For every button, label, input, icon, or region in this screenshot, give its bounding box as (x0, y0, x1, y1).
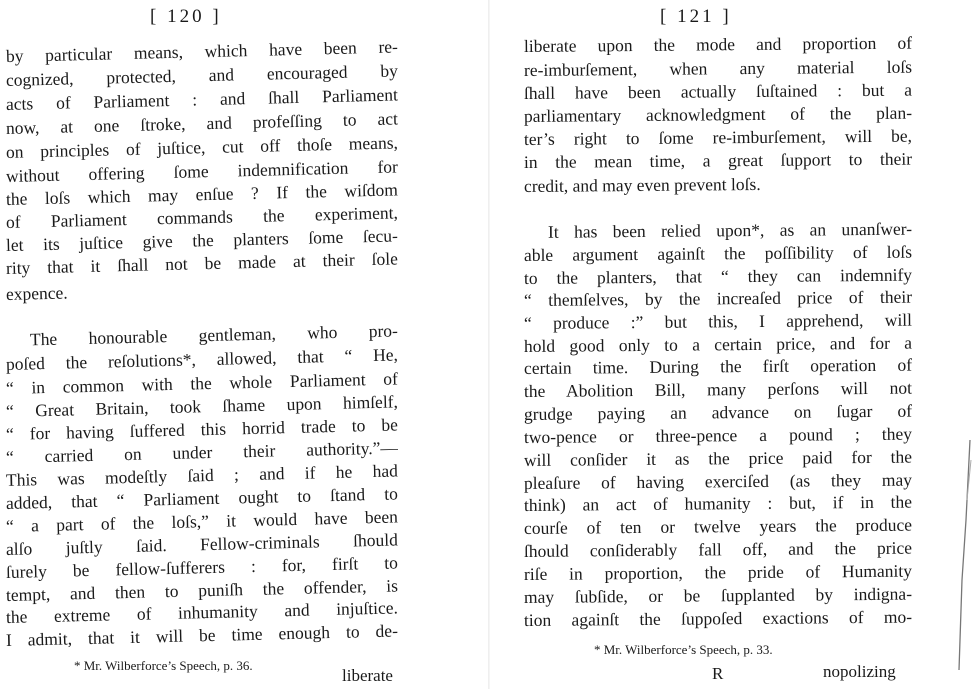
catchword: liberate (342, 666, 393, 685)
text-line: “ for having ſuffered this horrid trade to be (5, 414, 399, 444)
text-line: grudge paying an advance on ſugar of (523, 400, 913, 424)
catchword: nopolizing (823, 662, 896, 681)
text-line: in the mean time, a great ſupport to their (523, 148, 913, 172)
text-line: “ a part of the loſs,” it would have been (5, 506, 399, 536)
text-line: re-imburſement, when any material loſs (523, 56, 913, 80)
text-line: the Abolition Bill, many perſons will not (523, 377, 913, 401)
text-line: pleaſure of having exerciſed (as they may (523, 469, 913, 493)
text-line: two-pence or three-pence a pound ; they (523, 423, 913, 447)
text-line: alſo juſtly ſaid. Fellow-criminals ſhould (5, 529, 399, 559)
text-line: may ſubſide, or be ſupplanted by indigna- (523, 583, 913, 607)
page-number: [ 120 ] (150, 6, 222, 27)
text-line: on principles of juſtice, cut off thoſe means, (5, 132, 399, 162)
text-line: liberate upon the mode and proportion of (523, 32, 913, 56)
text-line: added, that “ Parliament ought to ſtand to (5, 483, 399, 513)
right-page (490, 0, 980, 689)
text-line: “ produce :” but this, I apprehend, will (523, 309, 913, 333)
text-line: The honourable gentleman, who pro- (29, 320, 399, 350)
text-line: now, at one ſtroke, and profeſſing to act (5, 108, 399, 138)
text-line: to the planters, that “ they can indemnify (523, 264, 913, 288)
text-line: This was modeſtly ſaid ; and if he had (5, 460, 399, 490)
page-edge-mark (956, 440, 974, 670)
text-line: It has been relied upon*, as an unanſwer- (547, 218, 913, 242)
text-line: cognized, protected, and encouraged by (5, 60, 399, 90)
text-line: riſe in proportion, the pride of Humanity (523, 560, 913, 584)
page-number: [ 121 ] (660, 6, 732, 27)
text-line: credit, and may even prevent loſs. (523, 173, 761, 196)
signature-mark: R (712, 664, 724, 683)
text-line: the loſs which may enſue ? If the wiſdom (5, 179, 399, 209)
text-line: expence. (5, 282, 68, 304)
text-line: rity that it ſhall not be made at their ſole (5, 248, 399, 278)
text-line: “ Great Britain, took ſhame upon himſelf, (5, 391, 399, 421)
text-line: will conſider it as the price paid for the (523, 446, 913, 470)
text-line: courſe of ten or twelve years the produce (523, 514, 913, 538)
text-line: parliamentary acknowledgment of the plan- (523, 102, 913, 126)
text-line: “ carried on under their authority.”— (5, 437, 399, 467)
text-line: ter’s right to ſome re-imburſement, will be, (523, 125, 913, 149)
text-line: poſed the reſolutions*, allowed, that “ He, (5, 344, 399, 374)
text-line: I admit, that it will be time enough to de- (5, 620, 399, 650)
text-line: acts of Parliament : and ſhall Parliament (5, 84, 399, 114)
text-line: tion againſt the ſuppoſed exactions of mo- (523, 606, 913, 630)
text-line: hold good only to a certain price, and for a (523, 332, 913, 356)
text-line: think) an act of humanity : but, if in the (523, 491, 913, 515)
text-line: let its juſtice give the planters ſome ſecu- (5, 225, 399, 255)
text-line: by particular means, which have been re- (5, 36, 399, 66)
text-line: ſhould conſiderably fall off, and the price (523, 537, 913, 561)
text-line: “ in common with the whole Parliament of (5, 368, 399, 398)
text-line: without offering ſome indemnification for (5, 156, 399, 186)
text-line: ſhall have been actually ſuſtained : but a (523, 79, 913, 103)
text-line: certain time. During the firſt operation of (523, 354, 913, 378)
text-line: able argument againſt the poſſibility of loſs (523, 241, 913, 265)
text-line: tempt, and then to puniſh the offender, is (5, 575, 399, 605)
footnote: * Mr. Wilberforce’s Speech, p. 36. (74, 658, 253, 673)
text-line: ſurely be fellow-ſufferers : for, firſt to (5, 552, 399, 582)
text-line: of Parliament commands the experiment, (5, 202, 399, 232)
footnote: * Mr. Wilberforce’s Speech, p. 33. (594, 642, 773, 657)
text-line: the extreme of inhumanity and injuſtice. (5, 597, 399, 627)
text-line: “ themſelves, by the increaſed price of their (523, 286, 913, 310)
